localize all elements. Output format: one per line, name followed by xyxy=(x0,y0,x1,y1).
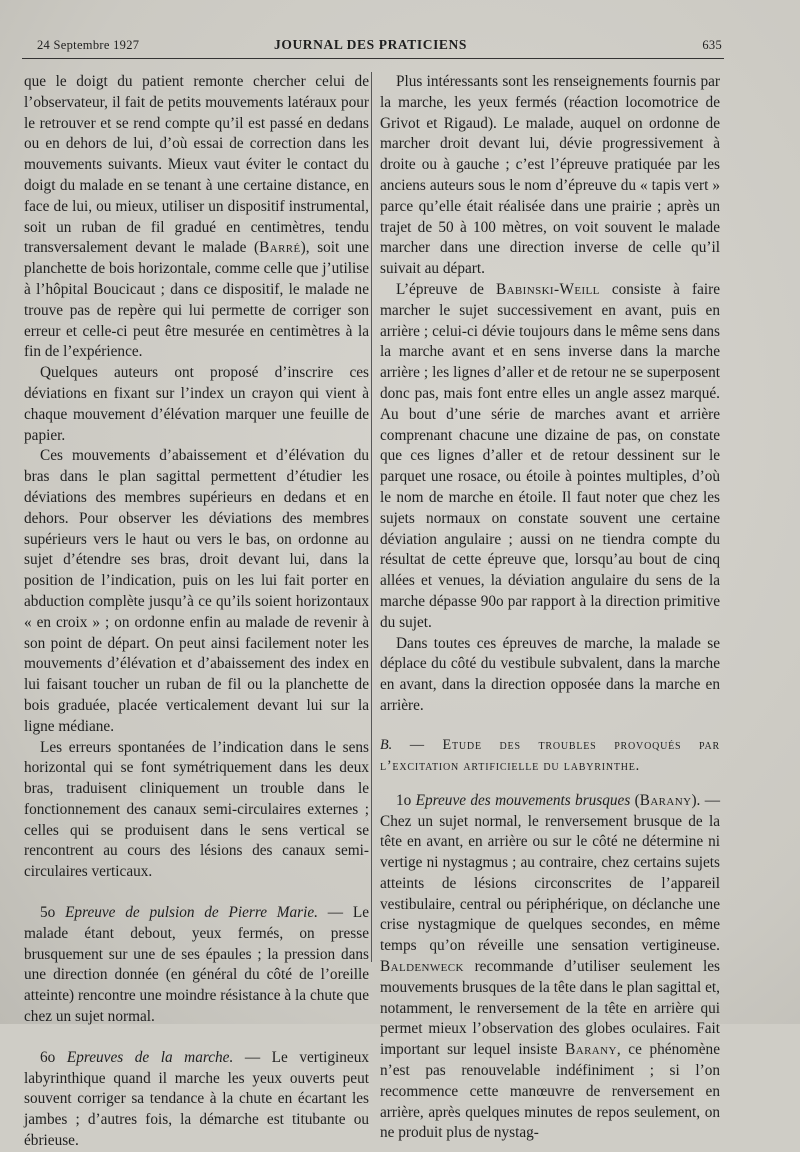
paragraph: L’épreuve de Babinski-Weill consiste à faire marcher le sujet successivement en avant, puis en arrière ; celui-ci dévie toujours dans le même sens dans la marche avant et en sens inverse dans la marche arrière ; les lignes d’aller et de retour ne se superposent donc pas, mais font entre elles un angle assez marqué. Au bout d’une série de marches avant et arrière comprenant chacune une dizaine de pas, on constate que ces lignes d’aller et de retour dessinent sur le parquet une rosace, ou étoile à pointes multiples, d’où le nom de marche en étoile. Il faut noter que chez les sujets normaux on constate souvent une certaine déviation angulaire ; aussi on ne tiendra compte du résultat de cette épreuve que, lorsqu’au bout de cinq allées et venues, la déviation angulaire du sens de la marche dépasse 90o par rapport à la direction primitive du sujet. xyxy=(380,280,721,631)
author-name: Baldenweck xyxy=(380,958,464,976)
author-name: Babinski-Weill xyxy=(495,280,600,298)
paragraph: Dans toutes ces épreuves de marche, la malade se déplace du côté du vestibule subvalent, dans la marche en avant, dans la direction opposée dans la marche en arrière. xyxy=(380,634,720,714)
section-label: B. xyxy=(380,736,393,753)
author-name: Barré xyxy=(259,239,301,257)
header-date: 24 Septembre 1927 xyxy=(37,38,140,52)
column-divider xyxy=(371,72,372,962)
section-heading xyxy=(380,735,720,777)
item-title: Epreuve des mouvements brusques xyxy=(415,791,631,809)
paragraph: Plus intéressants sont les renseignements fournis par la marche, les yeux fermés (réaction locomotrice de Grivot et Rigaud). Le malade, auquel on ordonne de marcher droit devant lui, dévie progressivement à droite ou à gauche ; c’est l’épreuve pratiquée par les anciens auteurs sous le nom d’épreuve du « tapis vert » parce qu’elle était réalisée dans une prairie ; après un trajet de 50 à 100 mètres, on voit souvent le malade marcher dans une direction inverse de celle qu’il suivait au départ. xyxy=(380,73,720,278)
paragraph: Ces mouvements d’abaissement et d’élévation du bras dans le plan sagittal permettent d’étudier les déviations des membres supérieurs en dedans et en dehors. Pour observer les déviations des membres supérieurs vers le haut ou vers le bas, on ordonne au sujet d’étendre ses bras, droit devant lui, dans la position de l’indication, puis on les lui fait porter en abduction complète jusqu’à ce qu’ils soient horizontaux « en croix » ; on ordonne enfin au malade de revenir à son point de départ. On peut ainsi facilement noter les mouvements d’élévation et d’abaissement des index en lui faisant toucher un ruban de fil ou la planchette de bois graduée, placée verticalement devant lui sur la ligne médiane. xyxy=(24,447,369,735)
header-journal-title: JOURNAL DES PRATICIENS xyxy=(274,37,467,52)
item-number: 1o xyxy=(396,791,412,809)
paragraph: Quelques auteurs ont proposé d’inscrire ces déviations en fixant sur l’index un crayon qui vient à chaque mouvement d’élévation marquer une feuille de papier. xyxy=(24,364,369,444)
author-name: Barany xyxy=(639,791,692,809)
right-column xyxy=(380,72,720,1144)
section-title: — Etude des troubles provoqués par l’excitation artificielle du labyrinthe. xyxy=(380,736,720,774)
item-title: Epreuves de la marche. xyxy=(66,1048,234,1066)
item-number: 5o xyxy=(40,904,56,922)
author-name: Barany xyxy=(565,1041,617,1059)
header-rule xyxy=(22,58,724,59)
header-page-number: 635 xyxy=(702,38,722,52)
item-title: Epreuve de pulsion de Pierre Marie. xyxy=(65,904,318,922)
paragraph: que le doigt du patient remonte chercher celui de l’observateur, il fait de petits mouvements latéraux pour le retrouver et se rend compte qu’il est passé en dedans ou en dehors de lui, d’où essai de correction dans les mouvements suivants. Mieux vaut éviter le contact du doigt du malade en se tenant à une certaine distance, en face de lui, ou mieux, utiliser un dispositif instrumental, soit un ruban de fil gradué en centimètres, tendu transversalement devant le malade (Barré), soit une planchette de bois horizontale, comme celle que j’utilise à l’hôpital Boucicaut ; dans ce dispositif, le malade ne trouve pas de repère qui lui permette de corriger son erreur et celle-ci peut être mesurée en centimètres à la fin de l’expérience. xyxy=(24,73,369,361)
left-column xyxy=(24,72,369,1152)
paragraph-sudden-movements-test: 1o Epreuve des mouvements brusques (Barany). — Chez un sujet normal, le renversement brusque de la tête en avant, en arrière ou sur le côté ne détermine ni vertige ni nystagmus ; au contraire, chez certains sujets atteints de lésions circonscrites de l’appareil vestibulaire, central ou périphérique, on déclanche une crise nystagmique de quelques secondes, en même temps qu’on réveille une sensation vertigineuse. Baldenweck recommande d’utiliser seulement les mouvements brusques de la tête dans le plan sagittal et, notamment, le renversement de la tête en arrière qui permet mieux l’observation des globes oculaires. Fait important sur lequel insiste Barany, ce phénomène n’est pas renouvelable indéfiniment ; si l’on recommence cette manœuvre de renversement en arrière, après quelques minutes de repos seulement, on ne produit plus de nystag- xyxy=(380,791,721,1142)
paragraph: Les erreurs spontanées de l’indication dans le sens horizontal qui se font symétriquement dans les deux bras, traduisent cliniquement un trouble dans le fonctionnement des canaux semi-circulaires externes ; celles qui se produisent dans le sens vertical se rencontrent au cours des lésions des canaux semi-circulaires verticaux. xyxy=(24,738,369,881)
paragraph-walking-test: 6o Epreuves de la marche. — Le vertigineux labyrinthique quand il marche les yeux ouverts peut souvent corriger sa tendance à la chute en écartant les jambes ; d’autres fois, la démarche est titubante ou ébrieuse. xyxy=(24,1048,369,1150)
running-header xyxy=(22,36,722,58)
item-number: 6o xyxy=(40,1048,56,1066)
paragraph-pulsion-test: 5o Epreuve de pulsion de Pierre Marie. — Le malade étant debout, yeux fermés, on presse brusquement sur une de ses épaules ; la pression dans une direction donnée (en général du côté de l’oreille atteinte) rencontre une moindre résistance à la chute que chez un sujet normal. xyxy=(24,904,369,1026)
